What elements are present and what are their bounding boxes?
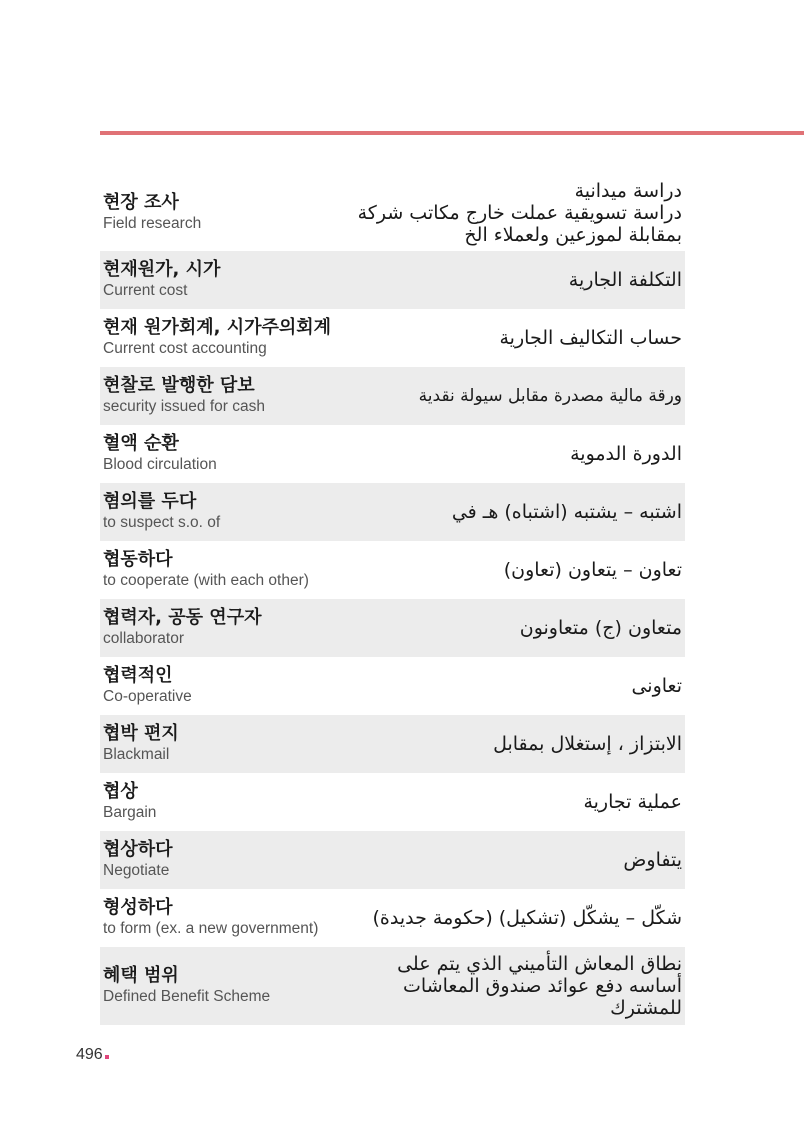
term	[103, 491, 220, 533]
english-term: collaborator	[103, 630, 184, 647]
english-term: to suspect s.o. of	[103, 514, 221, 531]
arabic-translation: شكّل – يشكّل (تشكيل) (حكومة جديدة)	[372, 907, 682, 929]
english-term: Current cost accounting	[103, 340, 267, 357]
english-term: Field research	[103, 215, 202, 232]
english-term: Blackmail	[103, 746, 170, 763]
arabic-translation: الدورة الدموية	[570, 443, 682, 465]
page-number-text: 496	[76, 1046, 103, 1063]
arabic-translation: تعاونى	[631, 675, 682, 697]
entry-row	[100, 773, 685, 831]
term	[103, 317, 331, 359]
korean-term: 협상	[103, 781, 138, 802]
entry-row	[100, 367, 685, 425]
korean-term: 현재 원가회계, 시가주의회계	[103, 317, 332, 338]
korean-term: 협박 편지	[103, 723, 179, 744]
english-term: Co-operative	[103, 688, 192, 705]
arabic-translation: يتفاوض	[623, 849, 682, 871]
term	[103, 665, 192, 707]
arabic-translation: متعاون (ج) متعاونون	[519, 617, 682, 639]
korean-term: 협동하다	[103, 549, 173, 570]
arabic-translation: اشتبه – يشتبه (اشتباه) هـ في	[451, 501, 682, 523]
entry-row	[100, 425, 685, 483]
korean-term: 형성하다	[103, 897, 173, 918]
term	[103, 781, 156, 823]
korean-term: 협상하다	[103, 839, 173, 860]
term	[103, 723, 179, 765]
entry-row	[100, 483, 685, 541]
entry-row	[100, 599, 685, 657]
english-term: Negotiate	[103, 862, 170, 879]
entry-row	[100, 251, 685, 309]
term	[103, 433, 217, 475]
korean-term: 현찰로 발행한 담보	[103, 375, 255, 396]
arabic-translation: نطاق المعاش التأميني الذي يتم على أساسه دفع عوائد صندوق المعاشات للمشترك	[397, 953, 682, 1019]
term	[103, 192, 201, 234]
page-number	[76, 1046, 109, 1064]
arabic-translation: الابتزاز ، إستغلال بمقابل	[493, 733, 682, 755]
arabic-translation: عملية تجارية	[583, 791, 682, 813]
korean-term: 혐의를 두다	[103, 491, 197, 512]
term	[103, 965, 270, 1007]
english-term: Defined Benefit Scheme	[103, 988, 271, 1005]
term	[103, 839, 173, 881]
arabic-translation: ورقة مالية مصدرة مقابل سيولة نقدية	[418, 386, 682, 406]
arabic-translation: التكلفة الجارية	[568, 269, 682, 291]
korean-term: 협력적인	[103, 665, 173, 686]
entry-row	[100, 657, 685, 715]
glossary-table	[100, 175, 685, 1025]
entry-row	[100, 309, 685, 367]
english-term: Bargain	[103, 804, 157, 821]
header-rule	[100, 131, 804, 135]
term	[103, 897, 318, 939]
term	[103, 259, 220, 301]
entry-row	[100, 947, 685, 1025]
korean-term: 혈액 순환	[103, 433, 179, 454]
korean-term: 혜택 범위	[103, 965, 179, 986]
entry-row	[100, 175, 685, 251]
english-term: to cooperate (with each other)	[103, 572, 309, 589]
arabic-translation: دراسة ميدانية دراسة تسويقية عملت خارج مكاتب شركة بمقابلة لموزعين ولعملاء الخ	[357, 180, 682, 246]
english-term: security issued for cash	[103, 398, 265, 415]
korean-term: 협력자, 공동 연구자	[103, 607, 262, 628]
arabic-translation: تعاون – يتعاون (تعاون)	[503, 559, 682, 581]
entry-row	[100, 541, 685, 599]
korean-term: 현재원가, 시가	[103, 259, 221, 280]
entry-row	[100, 831, 685, 889]
page-dot-icon	[105, 1055, 109, 1059]
korean-term: 현장 조사	[103, 192, 179, 213]
term	[103, 607, 261, 649]
arabic-translation: حساب التكاليف الجارية	[499, 327, 682, 349]
english-term: Blood circulation	[103, 456, 217, 473]
entry-row	[100, 715, 685, 773]
term	[103, 549, 309, 591]
entry-row	[100, 889, 685, 947]
english-term: to form (ex. a new government)	[103, 920, 319, 937]
english-term: Current cost	[103, 282, 188, 299]
term	[103, 375, 265, 417]
